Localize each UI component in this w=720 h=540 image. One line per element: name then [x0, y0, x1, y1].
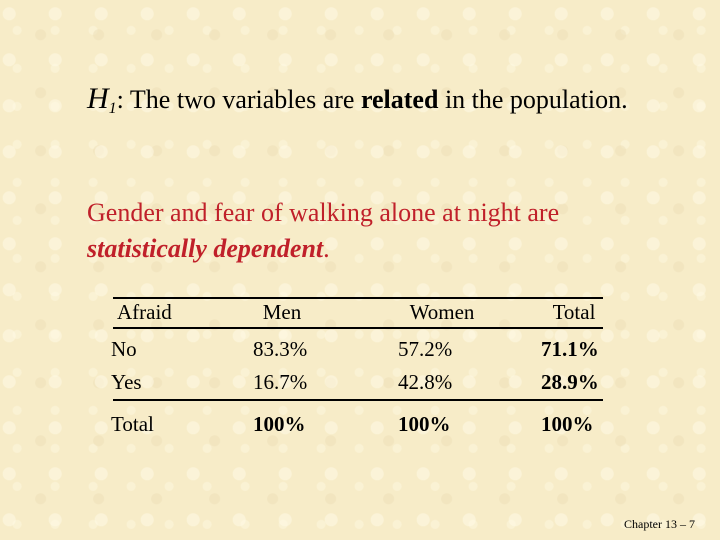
- table-cell: 16.7%: [253, 370, 308, 394]
- hypothesis-h1: [87, 80, 647, 123]
- table-cell: 42.8%: [398, 370, 453, 394]
- table-cell-total: 71.1%: [541, 337, 599, 361]
- table-total-rule: [113, 399, 603, 401]
- table-header-afraid: Afraid: [117, 300, 172, 324]
- table-cell-total: 28.9%: [541, 370, 599, 394]
- table-total-men: 100%: [253, 412, 306, 436]
- table-header-total: Total: [552, 300, 596, 324]
- table-header-women: Women: [409, 300, 475, 324]
- statement-emphasis: statistically dependent: [87, 234, 324, 263]
- hypothesis-subscript: 1: [108, 100, 117, 117]
- table-cell: 57.2%: [398, 337, 453, 361]
- table-cell: 83.3%: [253, 337, 308, 361]
- hypothesis-text-before: : The two variables are: [116, 85, 361, 114]
- table-row-label: Yes: [111, 370, 142, 394]
- table-total-women: 100%: [398, 412, 451, 436]
- table-total-label: Total: [111, 412, 154, 436]
- table-header-men: Men: [262, 300, 302, 324]
- hypothesis-text-bold: related: [360, 85, 439, 114]
- slide-footer: Chapter 13 – 7: [624, 517, 695, 531]
- statement-text-after: .: [323, 234, 330, 263]
- table-row-label: No: [111, 337, 137, 361]
- table-header-rule: [113, 327, 603, 329]
- table-top-rule: [113, 297, 603, 299]
- hypothesis-text-after: in the population.: [438, 85, 628, 114]
- table-total-total: 100%: [541, 412, 594, 436]
- hypothesis-symbol: H: [87, 82, 109, 115]
- dependence-statement: [87, 195, 647, 267]
- statement-text-before: Gender and fear of walking alone at night are: [87, 198, 560, 227]
